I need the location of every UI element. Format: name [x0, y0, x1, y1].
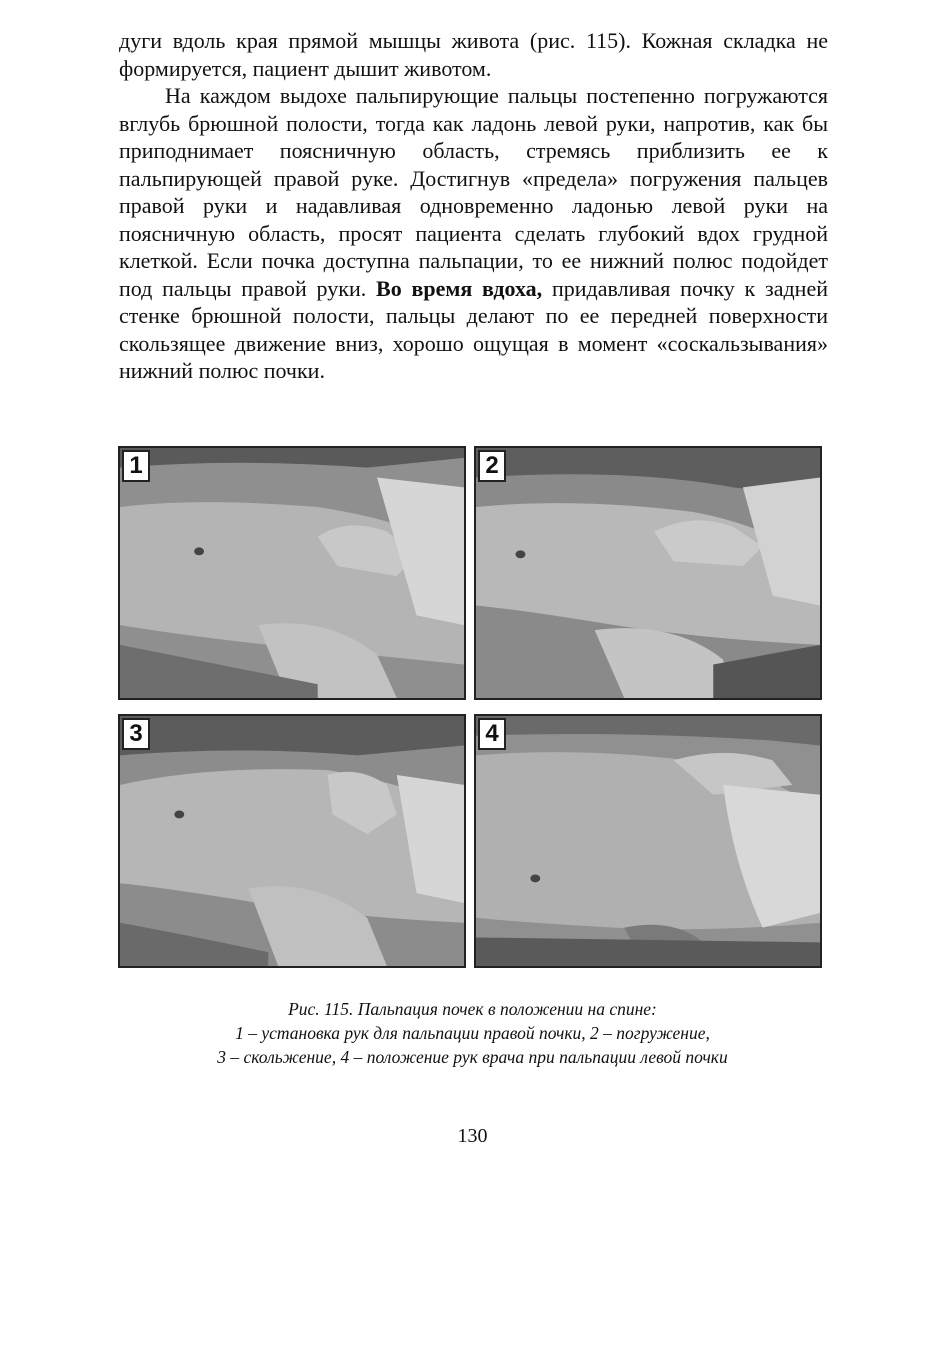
caption-title: Рис. 115. Пальпация почек в положении на спине: [288, 999, 657, 1019]
paragraph-palpation [119, 82, 828, 385]
photo-panel-1 [118, 446, 466, 700]
photo-panel-4 [474, 714, 822, 968]
page-number: 130 [457, 1125, 488, 1147]
paragraph-continuation: дуги вдоль края прямой мышцы живота (рис. 115). Кожная складка не формируется, пациент дышит животом. [119, 28, 828, 81]
figure-caption [100, 997, 845, 1069]
panel-number: 1 [122, 450, 150, 482]
bold-phrase: Во время вдоха, [376, 275, 543, 301]
photo-image [120, 716, 464, 966]
body-text [119, 27, 828, 385]
panel-number: 4 [478, 718, 506, 750]
photo-panel-3 [118, 714, 466, 968]
panel-number: 3 [122, 718, 150, 750]
paragraph-text-end: придавливая почку к задней стенке брюшной полости, пальцы делают по ее передней поверхности скользящее движение вниз, хорошо ощущая в момент «соскальзывания» нижний полюс почки. [119, 275, 828, 383]
photo-image [476, 448, 820, 698]
photo-panel-2 [474, 446, 822, 700]
caption-line: 1 – установка рук для пальпации правой почки, 2 – погружение, [235, 1023, 710, 1043]
caption-line: 3 – скольжение, 4 – положение рук врача при пальпации левой почки [217, 1047, 728, 1067]
paragraph-text: На каждом выдохе пальпирующие пальцы постепенно погружаются вглубь брюшной полости, тогда как ладонь левой руки, напротив, как бы приподнимает поясничную область, стремясь приблизить ее к пальпирующей правой руке. Достигнув «предела» погружения пальцев правой руки и надавливая одновременно ладонью левой руки на поясничную область, просят пациента сделать глубокий вдох грудной клеткой. Если почка доступна пальпации, то ее нижний полюс подойдет под пальцы правой руки. [119, 83, 828, 301]
photo-image [120, 448, 464, 698]
photo-image [476, 716, 820, 966]
panel-number: 2 [478, 450, 506, 482]
figure-115 [118, 446, 824, 970]
